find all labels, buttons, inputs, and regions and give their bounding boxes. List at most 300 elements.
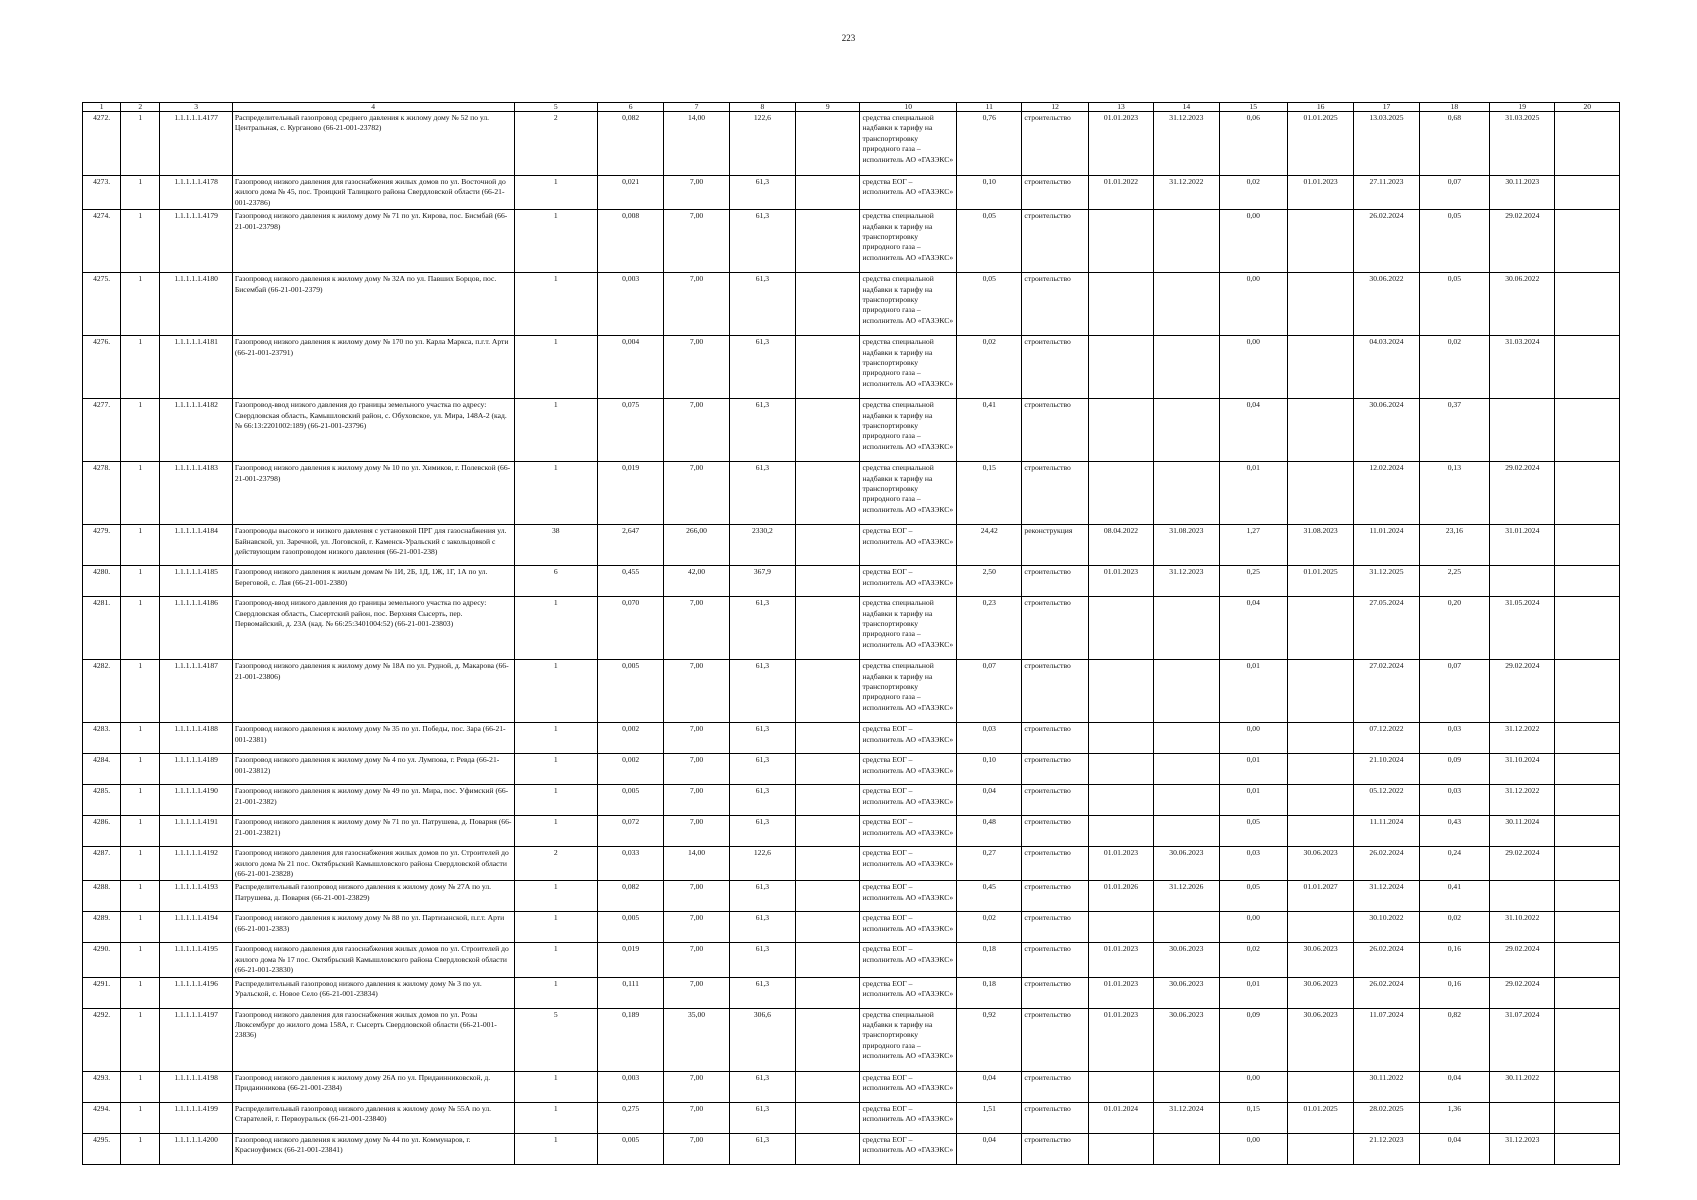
table-cell xyxy=(1154,336,1219,399)
table-cell xyxy=(1154,210,1219,273)
table-cell xyxy=(1555,336,1620,399)
table-cell: 0,45 xyxy=(957,881,1022,912)
table-cell xyxy=(1555,1071,1620,1102)
table-cell xyxy=(1088,1071,1153,1102)
table-cell: средства специальной надбавки к тарифу на транспортировку природного газа – исполнитель АО «ГАЗЭКС» xyxy=(860,1008,957,1071)
table-cell: 01.01.2025 xyxy=(1287,566,1353,597)
table-cell: Газопровод низкого давления к жилому дому 26А по ул. Придаинниковской, д. Придаинникова (66-21-001-2384) xyxy=(232,1071,514,1102)
table-cell xyxy=(1555,912,1620,943)
table-cell xyxy=(1088,597,1153,660)
table-cell: 01.01.2023 xyxy=(1088,112,1153,176)
table-cell: 21.12.2023 xyxy=(1354,1133,1419,1164)
table-row xyxy=(83,1133,1620,1164)
table-row xyxy=(83,176,1620,210)
table-cell: реконструкция xyxy=(1022,525,1088,566)
table-cell: 61,3 xyxy=(729,210,795,273)
table-cell: 2,50 xyxy=(957,566,1022,597)
table-cell xyxy=(1088,399,1153,462)
table-cell: средства ЕОГ – исполнитель АО «ГАЗЭКС» xyxy=(860,754,957,785)
table-cell: 01.01.2023 xyxy=(1088,977,1153,1008)
table-cell xyxy=(1287,785,1353,816)
table-cell xyxy=(1555,1133,1620,1164)
table-cell: 0,00 xyxy=(1219,1071,1287,1102)
table-cell: 1.1.1.1.1.4185 xyxy=(160,566,232,597)
table-cell: 30.06.2023 xyxy=(1154,977,1219,1008)
table-cell: 7,00 xyxy=(664,785,729,816)
table-cell: 11.07.2024 xyxy=(1354,1008,1419,1071)
table-cell: 4274. xyxy=(83,210,121,273)
table-cell: 0,04 xyxy=(957,785,1022,816)
table-cell: 4273. xyxy=(83,176,121,210)
table-cell: 0,82 xyxy=(1419,1008,1489,1071)
table-cell: 4276. xyxy=(83,336,121,399)
table-cell xyxy=(1154,754,1219,785)
table-cell xyxy=(1154,785,1219,816)
table-cell: 1 xyxy=(514,176,597,210)
table-cell: средства ЕОГ – исполнитель АО «ГАЗЭКС» xyxy=(860,943,957,977)
table-cell: средства специальной надбавки к тарифу на транспортировку природного газа – исполнитель АО «ГАЗЭКС» xyxy=(860,336,957,399)
table-cell: 30.10.2022 xyxy=(1354,912,1419,943)
table-cell: 0,92 xyxy=(957,1008,1022,1071)
column-number-cell: 11 xyxy=(957,103,1022,112)
table-cell: 28.02.2025 xyxy=(1354,1102,1419,1133)
table-cell: 1 xyxy=(121,1071,160,1102)
table-cell: 31.12.2022 xyxy=(1490,723,1555,754)
table-cell: 0,41 xyxy=(1419,881,1489,912)
table-row xyxy=(83,847,1620,881)
table-cell xyxy=(796,660,860,723)
table-cell xyxy=(796,273,860,336)
table-cell: 0,003 xyxy=(597,1071,663,1102)
table-cell: 01.01.2023 xyxy=(1088,1008,1153,1071)
table-cell: строительство xyxy=(1022,847,1088,881)
table-cell: 1.1.1.1.1.4200 xyxy=(160,1133,232,1164)
table-cell: 29.02.2024 xyxy=(1490,210,1555,273)
column-number-cell: 4 xyxy=(232,103,514,112)
table-cell: 0,15 xyxy=(1219,1102,1287,1133)
table-cell xyxy=(1088,462,1153,525)
table-cell: 0,00 xyxy=(1219,273,1287,336)
table-cell: Газопровод низкого давления к жилому дому № 10 по ул. Химиков, г. Полевской (66-21-001-23798) xyxy=(232,462,514,525)
table-cell: 21.10.2024 xyxy=(1354,754,1419,785)
table-cell: строительство xyxy=(1022,112,1088,176)
table-cell xyxy=(1555,566,1620,597)
table-cell: строительство xyxy=(1022,660,1088,723)
table-cell: 11.11.2024 xyxy=(1354,816,1419,847)
table-cell xyxy=(1154,660,1219,723)
table-cell: 1.1.1.1.1.4184 xyxy=(160,525,232,566)
table-cell: 26.02.2024 xyxy=(1354,210,1419,273)
page-number: 223 xyxy=(841,33,856,43)
table-cell: 7,00 xyxy=(664,210,729,273)
table-cell: 0,23 xyxy=(957,597,1022,660)
table-cell: 1 xyxy=(514,1133,597,1164)
table-cell: 1 xyxy=(514,1102,597,1133)
table-cell: 1 xyxy=(514,881,597,912)
table-cell: строительство xyxy=(1022,723,1088,754)
table-cell: 1 xyxy=(121,399,160,462)
table-cell: 0,02 xyxy=(957,336,1022,399)
table-cell xyxy=(1287,399,1353,462)
table-cell: 0,04 xyxy=(1419,1071,1489,1102)
table-cell xyxy=(1088,754,1153,785)
table-cell: 1 xyxy=(514,273,597,336)
table-cell: 31.12.2023 xyxy=(1490,1133,1555,1164)
table-cell: средства ЕОГ – исполнитель АО «ГАЗЭКС» xyxy=(860,1071,957,1102)
table-cell: средства специальной надбавки к тарифу на транспортировку природного газа – исполнитель АО «ГАЗЭКС» xyxy=(860,273,957,336)
table-cell: 4282. xyxy=(83,660,121,723)
table-cell xyxy=(1088,785,1153,816)
table-cell xyxy=(1555,785,1620,816)
table-cell: строительство xyxy=(1022,1102,1088,1133)
table-cell: 0,04 xyxy=(1419,1133,1489,1164)
table-cell xyxy=(1555,112,1620,176)
table-cell: 1.1.1.1.1.4198 xyxy=(160,1071,232,1102)
table-cell: 61,3 xyxy=(729,754,795,785)
table-cell xyxy=(796,336,860,399)
table-cell xyxy=(796,847,860,881)
table-cell: средства ЕОГ – исполнитель АО «ГАЗЭКС» xyxy=(860,1133,957,1164)
table-cell: 4290. xyxy=(83,943,121,977)
table-cell: 0,019 xyxy=(597,943,663,977)
table-cell: 27.05.2024 xyxy=(1354,597,1419,660)
table-cell: 0,05 xyxy=(957,210,1022,273)
column-number-cell: 18 xyxy=(1419,103,1489,112)
table-cell xyxy=(1555,723,1620,754)
table-cell: строительство xyxy=(1022,597,1088,660)
table-cell: 0,03 xyxy=(1219,847,1287,881)
table-cell xyxy=(1287,1071,1353,1102)
table-cell: 1.1.1.1.1.4189 xyxy=(160,754,232,785)
table-cell: 61,3 xyxy=(729,273,795,336)
table-cell: средства ЕОГ – исполнитель АО «ГАЗЭКС» xyxy=(860,525,957,566)
table-cell: 61,3 xyxy=(729,943,795,977)
column-number-cell: 19 xyxy=(1490,103,1555,112)
table-cell: 1 xyxy=(121,723,160,754)
table-cell: 29.02.2024 xyxy=(1490,462,1555,525)
table-cell: Газопровод низкого давления к жилому дому № 44 по ул. Коммунаров, г. Красноуфимск (66-21-001-23841) xyxy=(232,1133,514,1164)
table-cell: 0,10 xyxy=(957,754,1022,785)
table-cell: 31.12.2023 xyxy=(1154,112,1219,176)
table-cell: 61,3 xyxy=(729,660,795,723)
table-cell: средства ЕОГ – исполнитель АО «ГАЗЭКС» xyxy=(860,977,957,1008)
table-cell xyxy=(1555,977,1620,1008)
table-row xyxy=(83,1071,1620,1102)
table-cell: 27.11.2023 xyxy=(1354,176,1419,210)
table-cell: 0,02 xyxy=(957,912,1022,943)
table-cell: 122,6 xyxy=(729,112,795,176)
table-cell: 0,275 xyxy=(597,1102,663,1133)
table-cell: 23,16 xyxy=(1419,525,1489,566)
table-cell: 31.12.2024 xyxy=(1354,881,1419,912)
table-cell: 1.1.1.1.1.4183 xyxy=(160,462,232,525)
table-cell: 2 xyxy=(514,112,597,176)
table-row xyxy=(83,462,1620,525)
table-cell: 1 xyxy=(121,943,160,977)
table-cell: 4280. xyxy=(83,566,121,597)
table-cell: 14,00 xyxy=(664,847,729,881)
table-cell: 5 xyxy=(514,1008,597,1071)
column-number-cell: 14 xyxy=(1154,103,1219,112)
table-cell xyxy=(1555,1102,1620,1133)
table-cell: строительство xyxy=(1022,399,1088,462)
table-cell: 01.01.2027 xyxy=(1287,881,1353,912)
table-cell: 1.1.1.1.1.4199 xyxy=(160,1102,232,1133)
table-cell: Газопровод низкого давления для газоснабжения жилых домов по ул. Розы Люксембург до жилого дома 158А, г. Сысерть Свердловской области (66-21-001-23836) xyxy=(232,1008,514,1071)
table-cell: 1 xyxy=(514,210,597,273)
table-row xyxy=(83,943,1620,977)
table-row xyxy=(83,336,1620,399)
table-cell: 0,43 xyxy=(1419,816,1489,847)
table-cell: 61,3 xyxy=(729,176,795,210)
table-cell: 0,04 xyxy=(1219,399,1287,462)
table-cell: 4281. xyxy=(83,597,121,660)
table-cell xyxy=(1555,525,1620,566)
table-row xyxy=(83,912,1620,943)
column-number-cell: 8 xyxy=(729,103,795,112)
table-cell: 30.06.2023 xyxy=(1287,1008,1353,1071)
table-cell xyxy=(796,943,860,977)
table-cell: 0,01 xyxy=(1219,754,1287,785)
table-cell: 367,9 xyxy=(729,566,795,597)
table-cell: строительство xyxy=(1022,1008,1088,1071)
table-cell: Газопроводы высокого и низкого давления с установкой ПРГ для газоснабжения ул. Байнавской, ул. Заречной, ул. Логовской, г. Каменск-Уральский с закольцовкой с действующим газопроводом низкого давления (66-21-001-238) xyxy=(232,525,514,566)
table-cell: строительство xyxy=(1022,816,1088,847)
table-cell: 61,3 xyxy=(729,399,795,462)
table-cell xyxy=(1287,210,1353,273)
table-cell: 1,51 xyxy=(957,1102,1022,1133)
table-cell: 30.06.2023 xyxy=(1287,977,1353,1008)
table-cell xyxy=(1088,816,1153,847)
column-number-cell: 20 xyxy=(1555,103,1620,112)
table-row xyxy=(83,273,1620,336)
table-cell: 31.12.2023 xyxy=(1154,566,1219,597)
table-cell xyxy=(1555,176,1620,210)
table-cell: 61,3 xyxy=(729,1133,795,1164)
table-cell: 61,3 xyxy=(729,1071,795,1102)
table-cell: 1.1.1.1.1.4195 xyxy=(160,943,232,977)
table-cell: 1,36 xyxy=(1419,1102,1489,1133)
table-cell: 30.06.2023 xyxy=(1287,943,1353,977)
table-cell: 1 xyxy=(121,525,160,566)
table-cell: 12.02.2024 xyxy=(1354,462,1419,525)
table-cell: 4277. xyxy=(83,399,121,462)
table-cell: 1 xyxy=(121,785,160,816)
table-cell: средства специальной надбавки к тарифу на транспортировку природного газа – исполнитель АО «ГАЗЭКС» xyxy=(860,597,957,660)
table-cell: 30.06.2023 xyxy=(1287,847,1353,881)
table-cell: 7,00 xyxy=(664,336,729,399)
table-cell: 0,03 xyxy=(1419,785,1489,816)
table-cell: 1.1.1.1.1.4193 xyxy=(160,881,232,912)
table-cell: 26.02.2024 xyxy=(1354,847,1419,881)
table-cell: 0,02 xyxy=(1419,912,1489,943)
table-cell: 0,68 xyxy=(1419,112,1489,176)
table-row xyxy=(83,977,1620,1008)
table-cell: 31.12.2025 xyxy=(1354,566,1419,597)
table-cell xyxy=(796,1008,860,1071)
table-cell xyxy=(1154,1071,1219,1102)
table-cell xyxy=(1287,597,1353,660)
table-cell: 0,09 xyxy=(1219,1008,1287,1071)
table-cell: 0,004 xyxy=(597,336,663,399)
table-cell xyxy=(1490,399,1555,462)
table-cell: Газопровод низкого давления к жилому дому № 71 по ул. Кирова, пос. Бисмбай (66-21-001-23798) xyxy=(232,210,514,273)
table-cell xyxy=(796,597,860,660)
table-cell xyxy=(1287,723,1353,754)
table-cell: 0,07 xyxy=(957,660,1022,723)
table-cell: 0,07 xyxy=(1419,176,1489,210)
table-cell: 1 xyxy=(514,597,597,660)
table-cell: 0,005 xyxy=(597,660,663,723)
table-cell: 0,00 xyxy=(1219,1133,1287,1164)
table-cell xyxy=(1555,399,1620,462)
table-row xyxy=(83,525,1620,566)
table-cell xyxy=(1088,912,1153,943)
table-cell xyxy=(1088,660,1153,723)
table-cell: 306,6 xyxy=(729,1008,795,1071)
table-cell xyxy=(1287,754,1353,785)
table-cell: строительство xyxy=(1022,566,1088,597)
table-cell: 0,019 xyxy=(597,462,663,525)
table-cell: Газопровод низкого давления для газоснабжения жилых домов по ул. Строителей до жилого дома № 21 пос. Октябрьский Камышловского района Свердловской области (66-21-001-23828) xyxy=(232,847,514,881)
table-cell xyxy=(796,754,860,785)
table-cell: средства ЕОГ – исполнитель АО «ГАЗЭКС» xyxy=(860,723,957,754)
table-cell: Газопровод низкого давления для газоснабжения жилых домов по ул. Строителей до жилого дома № 17 пос. Октябрьский Камышловского района Свердловской области (66-21-001-23830) xyxy=(232,943,514,977)
table-cell xyxy=(796,525,860,566)
table-cell: средства ЕОГ – исполнитель АО «ГАЗЭКС» xyxy=(860,785,957,816)
column-number-cell: 13 xyxy=(1088,103,1153,112)
table-row xyxy=(83,754,1620,785)
table-cell: Газопровод низкого давления к жилому дому № 35 по ул. Победы, пос. Зара (66-21-001-2381) xyxy=(232,723,514,754)
table-cell: 1 xyxy=(121,210,160,273)
table-cell: 0,003 xyxy=(597,273,663,336)
table-cell: 7,00 xyxy=(664,399,729,462)
table-cell: 31.07.2024 xyxy=(1490,1008,1555,1071)
table-cell: 4278. xyxy=(83,462,121,525)
table-cell: 1 xyxy=(514,462,597,525)
table-cell: 4283. xyxy=(83,723,121,754)
table-cell: 1 xyxy=(514,977,597,1008)
table-cell: 29.02.2024 xyxy=(1490,660,1555,723)
table-cell: 1 xyxy=(121,566,160,597)
table-cell: 1 xyxy=(514,660,597,723)
table-cell xyxy=(1287,912,1353,943)
table-cell xyxy=(1088,273,1153,336)
table-cell: 61,3 xyxy=(729,336,795,399)
table-cell: 1 xyxy=(514,943,597,977)
table-cell: средства специальной надбавки к тарифу на транспортировку природного газа – исполнитель АО «ГАЗЭКС» xyxy=(860,462,957,525)
table-cell xyxy=(796,1102,860,1133)
table-cell: 61,3 xyxy=(729,816,795,847)
table-cell: 0,01 xyxy=(1219,785,1287,816)
table-cell: 31.08.2023 xyxy=(1154,525,1219,566)
table-row xyxy=(83,399,1620,462)
table-cell: 266,00 xyxy=(664,525,729,566)
table-cell xyxy=(1287,660,1353,723)
table-cell: 1.1.1.1.1.4182 xyxy=(160,399,232,462)
table-cell: 01.01.2023 xyxy=(1088,847,1153,881)
table-row xyxy=(83,597,1620,660)
table-row xyxy=(83,881,1620,912)
table-cell xyxy=(1555,660,1620,723)
table-cell xyxy=(796,176,860,210)
table-cell: 1 xyxy=(121,977,160,1008)
column-number-cell: 9 xyxy=(796,103,860,112)
column-number-cell: 12 xyxy=(1022,103,1088,112)
table-cell: строительство xyxy=(1022,754,1088,785)
table-cell: 7,00 xyxy=(664,943,729,977)
column-number-cell: 7 xyxy=(664,103,729,112)
table-cell: 1.1.1.1.1.4186 xyxy=(160,597,232,660)
table-cell: 01.01.2025 xyxy=(1287,1102,1353,1133)
table-cell: 0,00 xyxy=(1219,912,1287,943)
table-cell: 6 xyxy=(514,566,597,597)
table-cell: 1.1.1.1.1.4179 xyxy=(160,210,232,273)
table-cell: 4289. xyxy=(83,912,121,943)
table-cell: 0,05 xyxy=(1419,210,1489,273)
table-cell: 0,01 xyxy=(1219,977,1287,1008)
table-cell: средства специальной надбавки к тарифу на транспортировку природного газа – исполнитель АО «ГАЗЭКС» xyxy=(860,112,957,176)
table-cell xyxy=(1154,723,1219,754)
table-cell: средства ЕОГ – исполнитель АО «ГАЗЭКС» xyxy=(860,176,957,210)
table-cell: 1 xyxy=(121,597,160,660)
table-cell: строительство xyxy=(1022,785,1088,816)
table-cell: 1.1.1.1.1.4196 xyxy=(160,977,232,1008)
column-number-cell: 16 xyxy=(1287,103,1353,112)
table-cell: 14,00 xyxy=(664,112,729,176)
table-cell: 30.06.2024 xyxy=(1354,399,1419,462)
table-cell: 0,005 xyxy=(597,1133,663,1164)
column-number-cell: 5 xyxy=(514,103,597,112)
table-cell: 61,3 xyxy=(729,1102,795,1133)
table-cell: 7,00 xyxy=(664,1133,729,1164)
table-cell: 2 xyxy=(514,847,597,881)
table-cell: Распределительный газопровод среднего давления к жилому дому № 52 по ул. Центральная, с. Курганово (66-21-001-23782) xyxy=(232,112,514,176)
table-cell: 1 xyxy=(121,816,160,847)
table-cell: 7,00 xyxy=(664,912,729,943)
table-cell xyxy=(796,785,860,816)
table-cell: 61,3 xyxy=(729,912,795,943)
table-cell: 0,18 xyxy=(957,977,1022,1008)
table-cell: 30.11.2024 xyxy=(1490,816,1555,847)
table-cell: 4284. xyxy=(83,754,121,785)
table-cell xyxy=(1287,273,1353,336)
table-cell xyxy=(796,1133,860,1164)
table-cell: 0,033 xyxy=(597,847,663,881)
table-cell: 0,10 xyxy=(957,176,1022,210)
table-cell xyxy=(796,881,860,912)
table-cell: 1 xyxy=(121,660,160,723)
table-cell: средства ЕОГ – исполнитель АО «ГАЗЭКС» xyxy=(860,912,957,943)
table-cell: 7,00 xyxy=(664,723,729,754)
table-cell: 4295. xyxy=(83,1133,121,1164)
table-cell: 0,76 xyxy=(957,112,1022,176)
column-number-cell: 15 xyxy=(1219,103,1287,112)
table-cell: 31.03.2025 xyxy=(1490,112,1555,176)
table-cell xyxy=(796,816,860,847)
table-cell: 0,005 xyxy=(597,785,663,816)
table-cell: 0,04 xyxy=(1219,597,1287,660)
table-row xyxy=(83,112,1620,176)
table-cell: Газопровод низкого давления к жилому дому № 32А по ул. Павших Борцов, пос. Бисембай (66-21-001-2379) xyxy=(232,273,514,336)
table-cell: Распределительный газопровод низкого давления к жилому дому № 3 по ул. Уральской, с. Новое Село (66-21-001-23834) xyxy=(232,977,514,1008)
table-cell: Газопровод-ввод низкого давления до границы земельного участка по адресу: Свердловская область, Сысертский район, пос. Верхняя Сысерть, пер. Первомайский, д. 23А (кад. № 66:25:3401004:52) (66-21-001-23803) xyxy=(232,597,514,660)
table-cell: 04.03.2024 xyxy=(1354,336,1419,399)
table-cell: 7,00 xyxy=(664,597,729,660)
table-cell xyxy=(1088,1133,1153,1164)
table-cell xyxy=(1490,1102,1555,1133)
table-cell: 0,20 xyxy=(1419,597,1489,660)
